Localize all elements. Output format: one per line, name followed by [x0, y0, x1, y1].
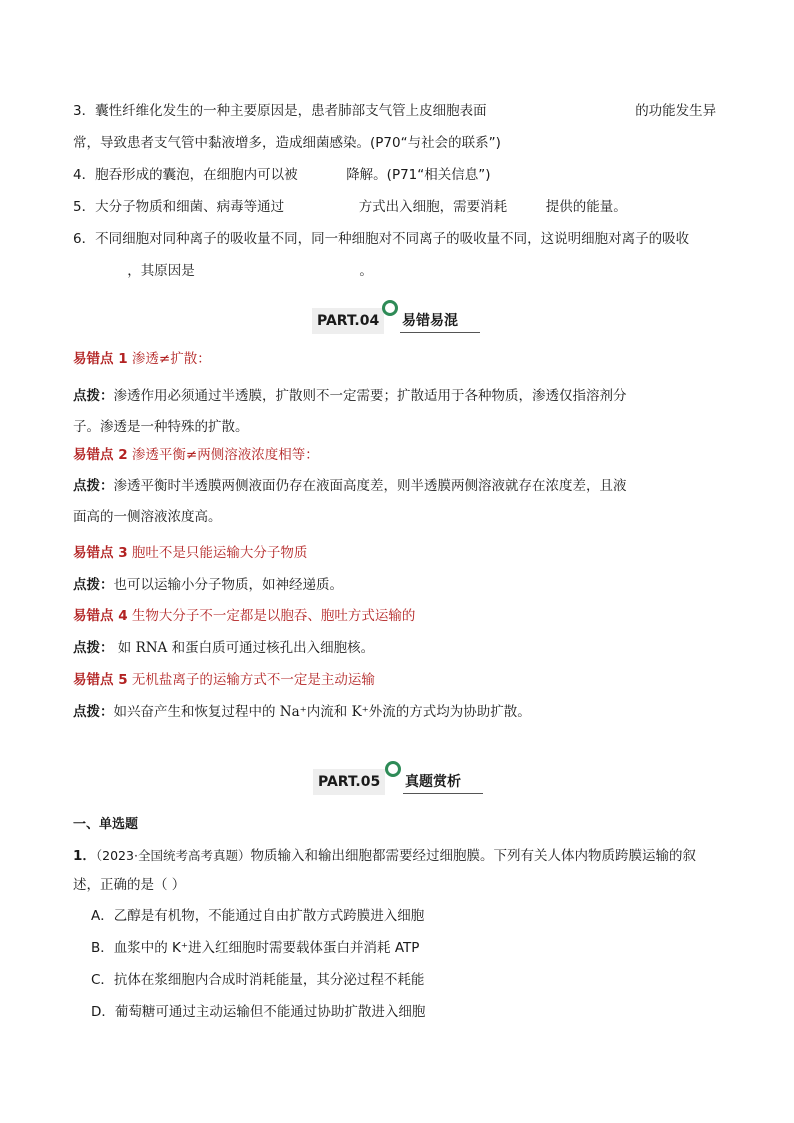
part05-title: 真题赏析	[405, 774, 461, 790]
error-3-label: 易错点 3	[73, 545, 128, 561]
error-5-hint-text: 如兴奋产生和恢复过程中的 Na⁺内流和 K⁺外流的方式均为协助扩散。	[113, 704, 531, 720]
option-c[interactable]: C．抗体在浆细胞内合成时消耗能量，其分泌过程不耗能	[91, 972, 425, 988]
q5-text-c: 提供的能量。	[545, 199, 627, 215]
error-2-hint-label: 点拨：	[73, 478, 114, 494]
error-2-hint	[73, 476, 627, 496]
q5-text-a: 5．大分子物质和细菌、病毒等通过	[73, 199, 285, 215]
section-heading: 一、单选题	[73, 817, 139, 832]
error-2-text: 渗透平衡≠两侧溶液浓度相等：	[131, 447, 319, 463]
error-2-hint-cont: 面高的一侧溶液浓度高。	[73, 509, 222, 525]
error-4-label: 易错点 4	[73, 608, 128, 624]
error-3-hint-label: 点拨：	[73, 577, 114, 593]
q3-text-a: 3．囊性纤维化发生的一种主要原因是，患者肺部支气管上皮细胞表面	[73, 103, 487, 119]
q5-text-b: 方式出入细胞，需要消耗	[358, 199, 508, 215]
question-1-stem-cont: 述，正确的是（ ）	[73, 877, 186, 893]
q6-text-c: 。	[359, 263, 373, 279]
error-2-hint-text: 渗透平衡时半透膜两侧液面仍存在液面高度差，则半透膜两侧溶液就存在浓度差，且液	[113, 478, 627, 494]
error-5-heading	[73, 670, 375, 690]
error-2-heading	[73, 445, 319, 465]
error-2-label: 易错点 2	[73, 447, 128, 463]
ring-icon	[382, 300, 398, 316]
option-a[interactable]: A．乙醇是有机物，不能通过自由扩散方式跨膜进入细胞	[91, 908, 425, 924]
error-1-hint	[73, 386, 723, 406]
q6-line1: 6．不同细胞对同种离子的吸收量不同，同一种细胞对不同离子的吸收量不同，这说明细胞对离子的吸收	[73, 231, 690, 247]
error-3-hint	[73, 575, 343, 595]
error-1-text: 渗透≠扩散：	[131, 351, 211, 367]
question-1-text: 物质输入和输出细胞都需要经过细胞膜。下列有关人体内物质跨膜运输的叙	[250, 848, 696, 864]
error-5-hint-label: 点拨：	[73, 704, 114, 720]
error-5-hint	[73, 702, 531, 722]
option-d[interactable]: D．葡萄糖可通过主动运输但不能通过协助扩散进入细胞	[91, 1004, 426, 1020]
part05-underline	[403, 793, 483, 794]
error-5-text: 无机盐离子的运输方式不一定是主动运输	[131, 672, 375, 688]
option-b[interactable]: B．血浆中的 K⁺进入红细胞时需要载体蛋白并消耗 ATP	[91, 940, 420, 956]
error-4-hint-text: 如 RNA 和蛋白质可通过核孔出入细胞核。	[113, 640, 375, 656]
question-1-source: （2023·全国统考高考真题）	[95, 848, 251, 863]
error-4-heading	[73, 606, 415, 626]
q6-text-b: ，其原因是	[127, 263, 195, 279]
part04-underline	[400, 332, 480, 333]
error-1-heading	[73, 349, 211, 369]
question-1-stem	[73, 846, 696, 866]
q4-text-b: 降解。(P71“相关信息”)	[346, 167, 491, 183]
part04-tag: PART.04	[312, 308, 384, 334]
error-4-hint-label: 点拨：	[73, 640, 114, 656]
part04-title: 易错易混	[402, 313, 458, 329]
q3-line1	[73, 101, 716, 121]
part05-header	[313, 769, 493, 795]
part04-header	[312, 308, 492, 334]
error-3-text: 胞吐不是只能运输大分子物质	[131, 545, 308, 561]
q3-line2: 常，导致患者支气管中黏液增多，造成细菌感染。(P70“与社会的联系”)	[73, 135, 501, 151]
error-1-hint-text: 渗透作用必须通过半透膜，扩散则不一定需要；扩散适用于各种物质，渗透仅指溶剂分	[113, 388, 627, 404]
error-1-hint-label: 点拨：	[73, 388, 114, 404]
error-4-text: 生物大分子不一定都是以胞吞、胞吐方式运输的	[131, 608, 416, 624]
q4-line	[73, 165, 491, 185]
part05-tag: PART.05	[313, 769, 385, 795]
question-1-number: 1．	[73, 848, 96, 864]
error-3-heading	[73, 543, 307, 563]
q4-text-a: 4．胞吞形成的囊泡，在细胞内可以被	[73, 167, 298, 183]
ring-icon	[385, 761, 401, 777]
error-1-hint-cont: 子。渗透是一种特殊的扩散。	[73, 419, 249, 435]
error-5-label: 易错点 5	[73, 672, 128, 688]
error-1-label: 易错点 1	[73, 351, 128, 367]
error-3-hint-text: 也可以运输小分子物质，如神经递质。	[113, 577, 343, 593]
q6-line2	[73, 261, 373, 281]
q3-text-b: 的功能发生异	[635, 103, 717, 119]
error-4-hint	[73, 638, 374, 658]
q5-line	[73, 197, 627, 217]
